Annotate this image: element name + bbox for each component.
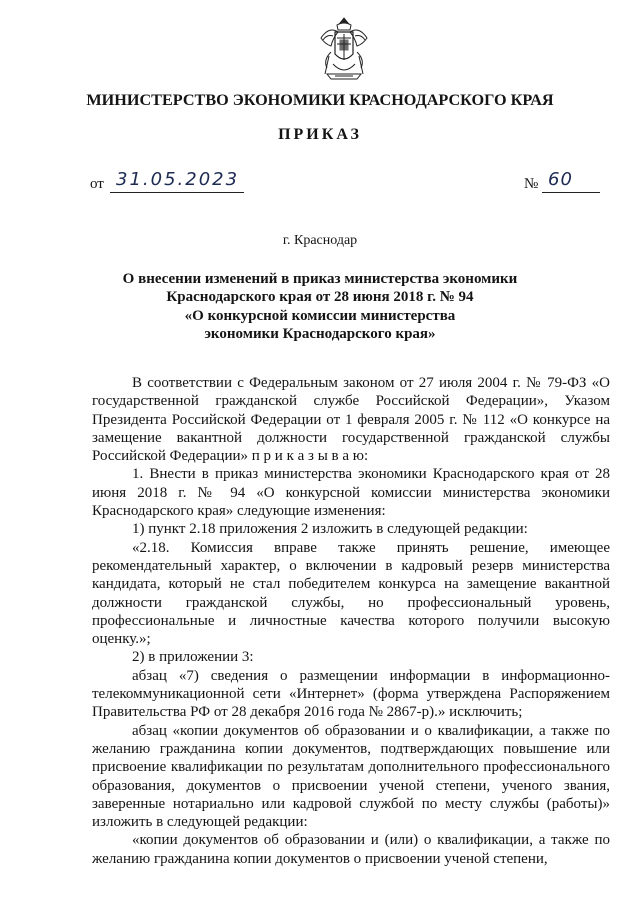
heading-line: О внесении изменений в приказ министерства экономики bbox=[122, 271, 518, 287]
date-value: 31.05.2023 bbox=[110, 169, 244, 193]
order-title: ПРИКАЗ bbox=[278, 126, 362, 143]
heading-line: экономики Краснодарского края» bbox=[204, 325, 436, 342]
number-prefix: № bbox=[524, 176, 539, 192]
body-paragraph: В соответствии с Федеральным законом от 27 июля 2004 г. № 79-ФЗ «О государственной гражданской службе Российской Федерации», Указом Президента Российской Федерации от 1 февраля 2005 г. № 112 «О конкурсе на замещение вакантной должности государственной гражданской службы Российской Федерации» п р и к а з ы в а ю: bbox=[92, 375, 610, 465]
document-heading bbox=[0, 270, 640, 343]
heading-line: Краснодарского края от 28 июня 2018 г. № 94 bbox=[166, 289, 474, 306]
ministry-name: МИНИСТЕРСТВО ЭКОНОМИКИ КРАСНОДАРСКОГО КРАЯ bbox=[86, 91, 554, 109]
body-paragraph: «копии документов об образовании и (или) о квалификации, а также по желанию гражданина копии документов о присвоении ученой степени, bbox=[92, 832, 610, 867]
date-prefix: от bbox=[90, 176, 104, 192]
city-label: г. Краснодар bbox=[282, 233, 358, 248]
body-paragraph: 1) пункт 2.18 приложения 2 изложить в следующей редакции: bbox=[132, 521, 528, 538]
number-value: 60 bbox=[542, 169, 600, 193]
document-body bbox=[92, 374, 610, 868]
date-number-row bbox=[90, 169, 595, 195]
body-paragraph: 2) в приложении 3: bbox=[132, 649, 254, 666]
coat-of-arms-emblem bbox=[315, 16, 373, 82]
body-paragraph: 1. Внести в приказ министерства экономики Краснодарского края от 28 июня 2018 г. № 94 «О конкурсной комиссии министерства экономики Краснодарского края» следующие изменения: bbox=[92, 466, 610, 520]
body-paragraph: абзац «копии документов об образовании и о квалификации, а также по желанию гражданина копии документов, подтверждающих повышение или присвоение квалификации по результатам дополнительного профессионального образования, документов о присвоении ученой степени, ученого звания, заверенные нотариально или кадровой службой по месту службы (работы)» изложить в следующей редакции: bbox=[92, 722, 610, 831]
body-paragraph: абзац «7) сведения о размещении информации в информационно-телекоммуникационной сети «Интернет» (форма утверждена Распоряжением Правительства РФ от 28 декабря 2016 года № 2867-р).» исключить; bbox=[92, 667, 610, 721]
body-paragraph: «2.18. Комиссия вправе также принять решение, имеющее рекомендательный характер, о включении в кадровый резерв министерства кандидата, который не стал победителем конкурса на замещение вакантной должности гражданской службы, но профессиональный уровень, профессиональные и личностные качества которого получили высокую оценку.»; bbox=[92, 539, 610, 648]
heading-line: «О конкурсной комиссии министерства bbox=[184, 307, 456, 324]
